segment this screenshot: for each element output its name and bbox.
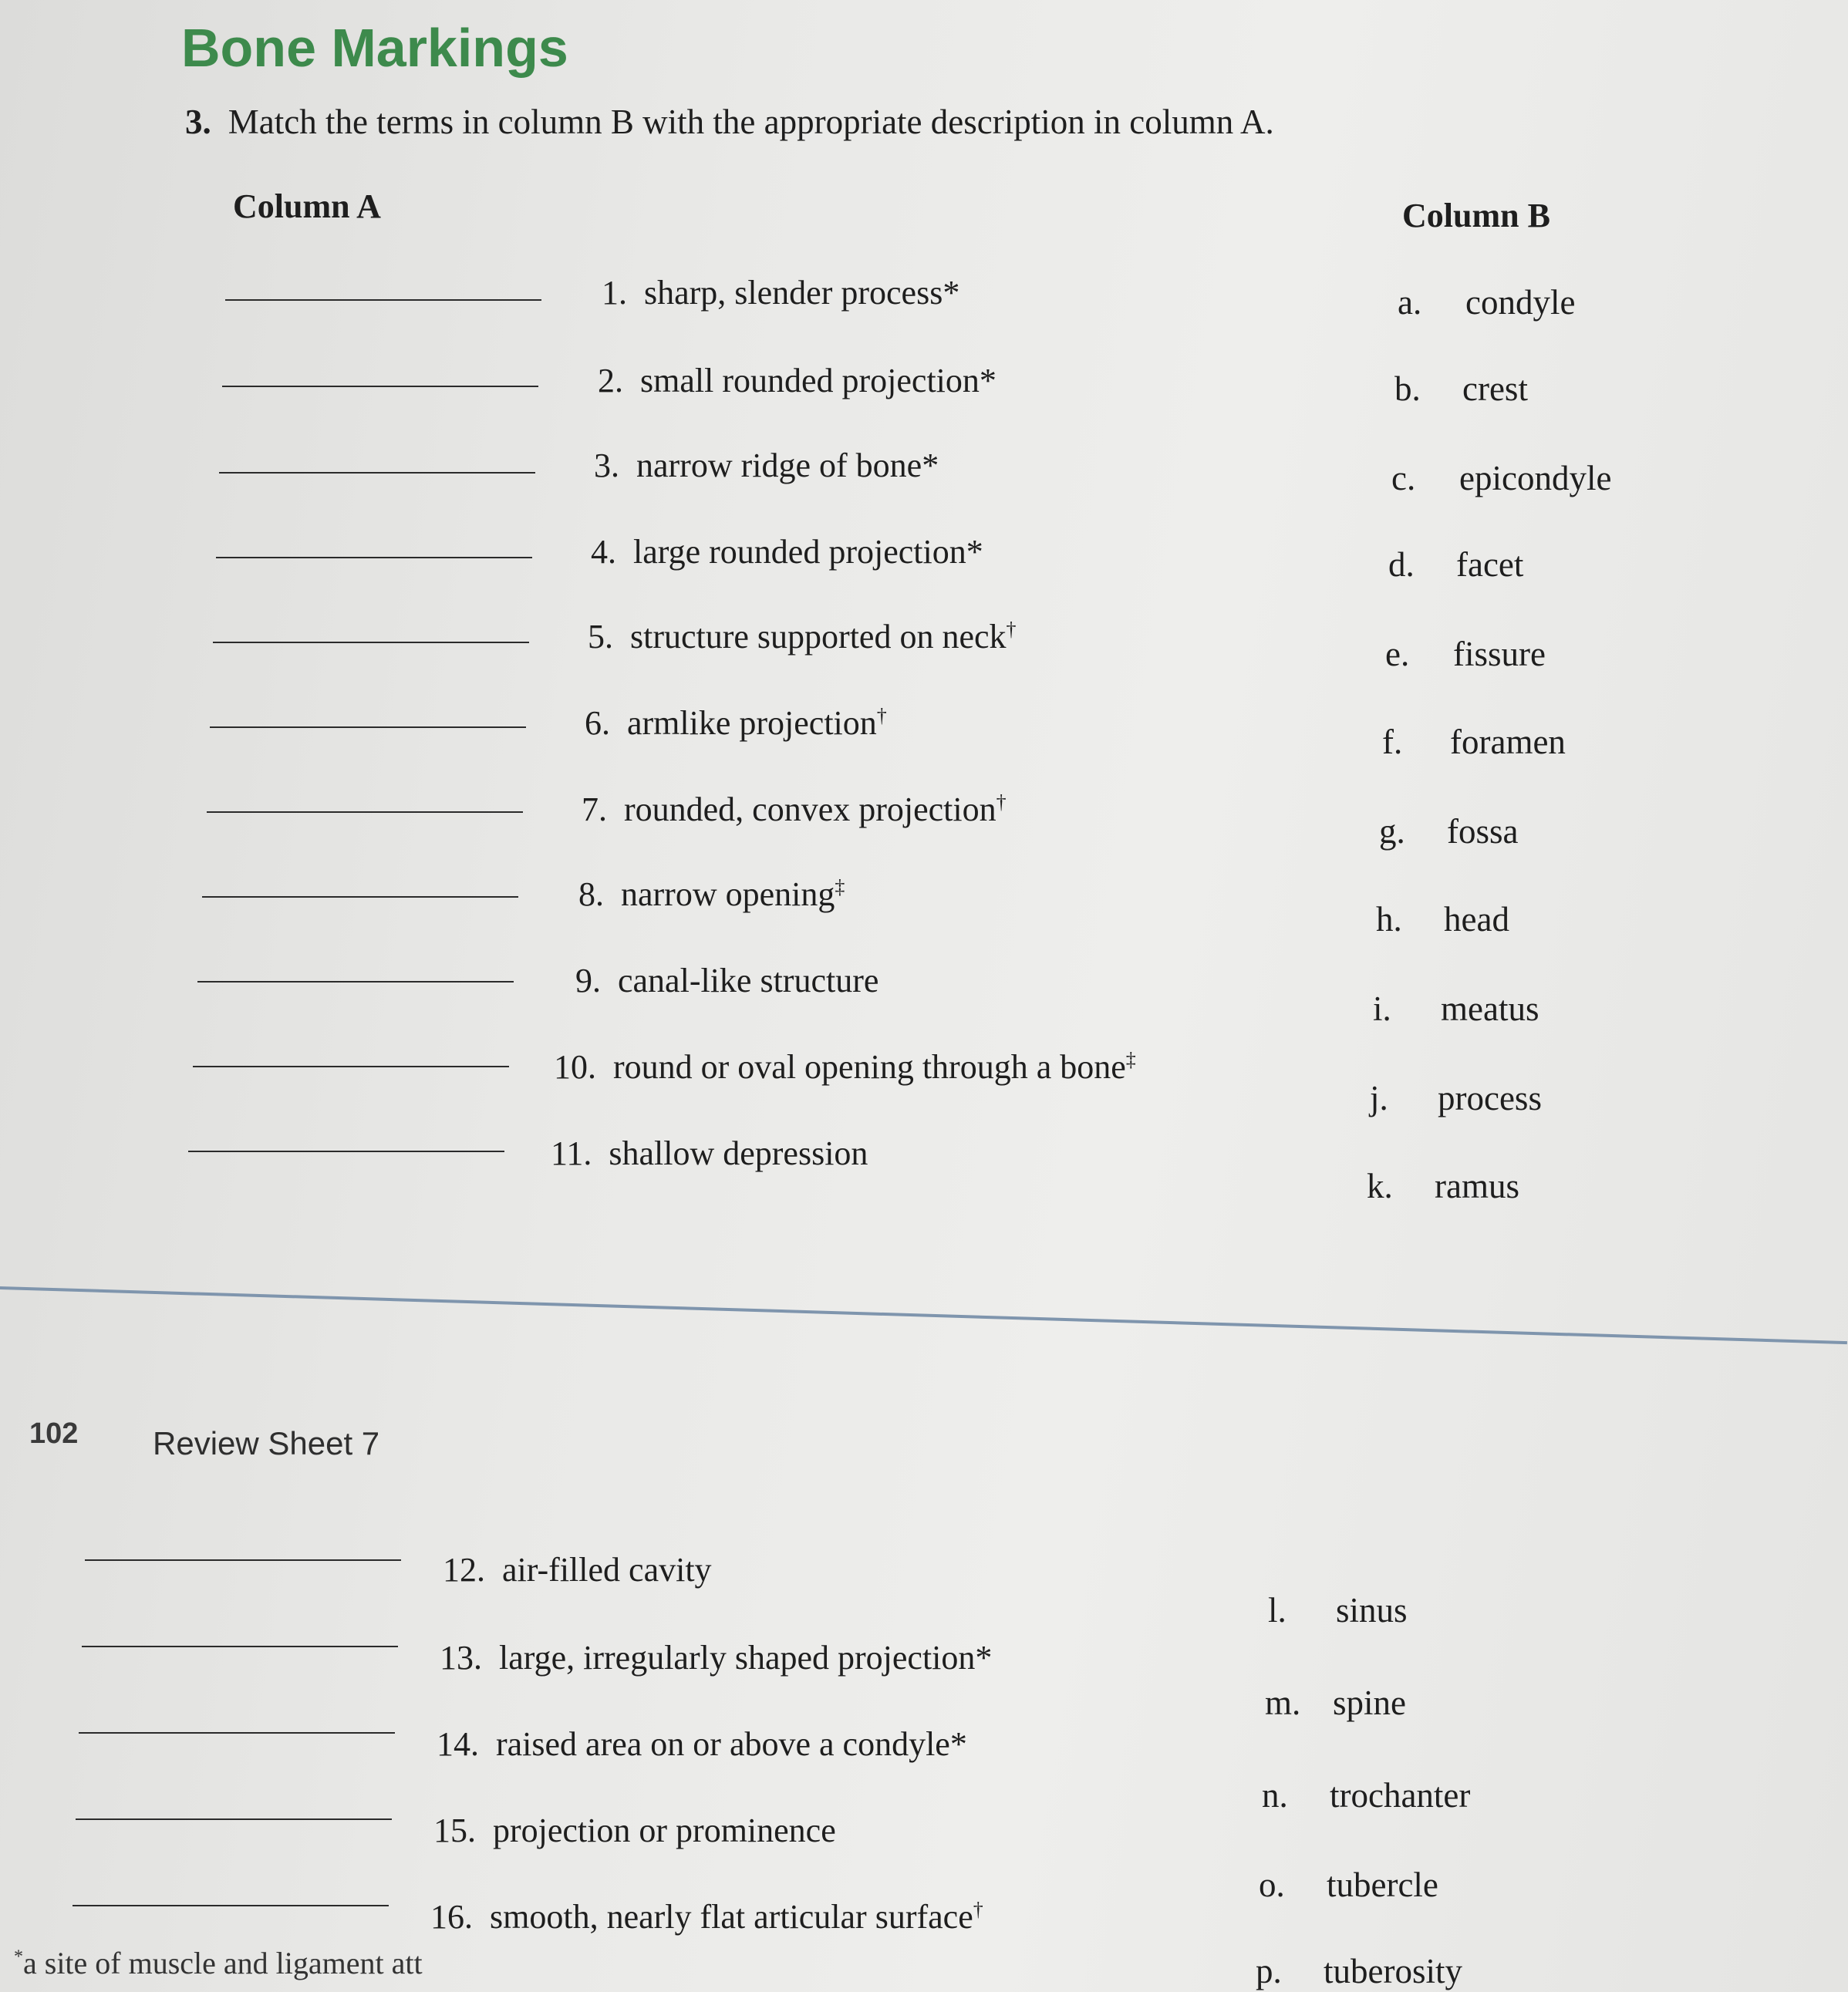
footnote	[14, 1945, 423, 1981]
description-item: 16. smooth, nearly flat articular surface†	[430, 1898, 983, 1936]
description-item: 5. structure supported on neck†	[588, 618, 1017, 656]
description-item: 12. air-filled cavity	[443, 1551, 712, 1589]
page-number: 102	[29, 1417, 79, 1450]
description-item: 8. narrow opening‡	[578, 875, 845, 913]
answer-blank-2[interactable]	[222, 386, 538, 387]
description-item: 4. large rounded projection*	[591, 533, 983, 571]
term-item: c. epicondyle	[1391, 459, 1612, 497]
term-item: e. fissure	[1385, 635, 1546, 673]
term-item: l. sinus	[1268, 1591, 1408, 1630]
term-item: k. ramus	[1367, 1167, 1519, 1205]
description-item: 13. large, irregularly shaped projection*	[440, 1639, 993, 1677]
question-number: 3.	[185, 103, 211, 141]
footnote-text: a site of muscle and ligament att	[23, 1946, 423, 1980]
answer-blank-12[interactable]	[85, 1559, 401, 1561]
term-item: p. tuberosity	[1256, 1952, 1462, 1990]
term-item: a. condyle	[1398, 283, 1576, 322]
description-item: 10. round or oval opening through a bone‡	[554, 1048, 1136, 1086]
description-item: 15. projection or prominence	[433, 1812, 836, 1849]
answer-blank-9[interactable]	[197, 981, 514, 983]
page-heading: Bone Markings	[181, 18, 568, 78]
answer-blank-10[interactable]	[193, 1066, 509, 1067]
term-item: h. head	[1376, 900, 1509, 939]
term-item: n. trochanter	[1262, 1776, 1471, 1815]
term-item: m. spine	[1265, 1684, 1406, 1722]
answer-blank-15[interactable]	[76, 1818, 392, 1820]
answer-blank-16[interactable]	[73, 1905, 389, 1906]
description-item: 1. sharp, slender process*	[602, 274, 960, 312]
description-item: 14. raised area on or above a condyle*	[437, 1725, 967, 1763]
description-item: 7. rounded, convex projection†	[582, 790, 1007, 828]
answer-blank-6[interactable]	[210, 726, 526, 728]
answer-blank-13[interactable]	[82, 1646, 398, 1647]
answer-blank-1[interactable]	[225, 299, 541, 301]
answer-blank-7[interactable]	[207, 811, 523, 813]
term-item: o. tubercle	[1259, 1866, 1438, 1904]
description-item: 6. armlike projection†	[585, 704, 887, 742]
term-item: b. crest	[1394, 369, 1528, 408]
description-item: 9. canal-like structure	[575, 962, 879, 999]
answer-blank-14[interactable]	[79, 1732, 395, 1734]
description-item: 2. small rounded projection*	[598, 362, 997, 399]
page-divider	[0, 1286, 1847, 1344]
term-item: d. facet	[1388, 545, 1524, 584]
answer-blank-11[interactable]	[188, 1151, 504, 1152]
answer-blank-8[interactable]	[202, 896, 518, 898]
answer-blank-3[interactable]	[219, 472, 535, 474]
term-item: g. fossa	[1379, 812, 1519, 851]
question-text: Match the terms in column B with the appropriate description in column A.	[228, 103, 1274, 141]
answer-blank-4[interactable]	[216, 557, 532, 558]
footnote-mark: *	[14, 1946, 23, 1967]
page-title: Review Sheet 7	[153, 1425, 380, 1461]
column-b-heading: Column B	[1402, 197, 1550, 234]
answer-blank-5[interactable]	[213, 642, 529, 643]
column-a-heading: Column A	[233, 187, 381, 225]
term-item: j. process	[1370, 1079, 1542, 1117]
question-instruction	[185, 102, 1274, 142]
description-item: 3. narrow ridge of bone*	[594, 447, 939, 484]
term-item: f. foramen	[1382, 723, 1566, 761]
description-item: 11. shallow depression	[551, 1134, 868, 1172]
term-item: i. meatus	[1373, 989, 1539, 1028]
